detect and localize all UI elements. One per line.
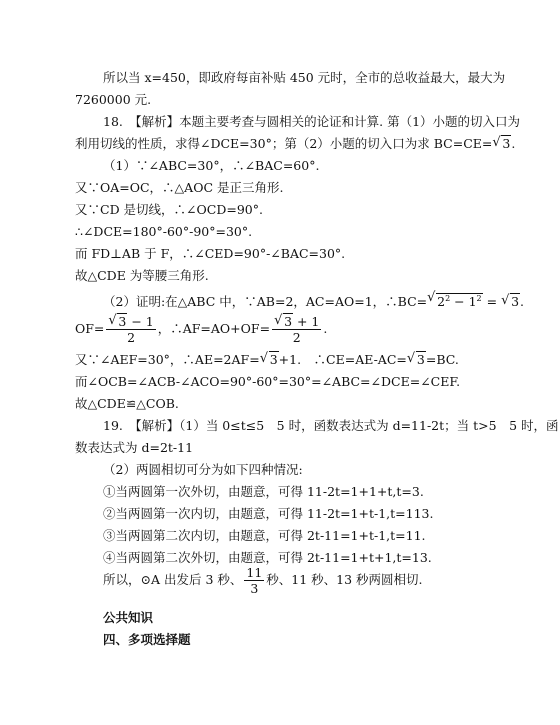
radicand — [436, 293, 483, 309]
sqrt-expression — [492, 136, 511, 152]
text-segment: =BC. — [425, 352, 459, 367]
section-heading: 四、多项选择题 — [103, 632, 191, 647]
text-segment: . — [520, 294, 525, 310]
radicand: 3 — [416, 352, 425, 367]
fraction-denominator: 2 — [292, 330, 301, 345]
text-line: 所以当 x=450，即政府每亩补贴 450 元时，全市的总收益最大，最大为 — [103, 70, 506, 85]
text-segment: = — [482, 294, 498, 310]
text-line: （2）两圆相切可分为如下四种情况: — [103, 462, 303, 477]
fraction-denominator: 3 — [250, 581, 259, 596]
radicand: 3 — [511, 294, 520, 310]
radicand: 3 — [502, 136, 511, 151]
text-line: ④当两圆第二次外切，由题意，可得 2t-11=1+t+1,t=13. — [103, 550, 432, 565]
text-line: 7260000 元. — [75, 92, 152, 107]
text-line: 而 FD⊥AB 于 F，∴∠CED=90°-∠BAC=30°. — [75, 246, 346, 261]
radicand: 3 — [118, 314, 127, 329]
text-line — [75, 136, 515, 152]
exponent: 2 — [445, 294, 451, 303]
text-line: 18. 【解析】本题主要考查与圆相关的论证和计算. 第（1）小题的切入口为 — [103, 114, 521, 129]
sqrt-expression — [501, 294, 520, 310]
text-line — [75, 352, 459, 368]
radicand: 3 — [284, 314, 293, 329]
text-segment: 所以，⊙A 出发后 3 秒、 — [103, 572, 243, 587]
text-line: 而∠OCB=∠ACB-∠ACO=90°-60°=30°=∠ABC=∠DCE=∠CEF. — [75, 374, 461, 389]
numerator-op: + 1 — [293, 314, 320, 329]
section-heading: 公共知识 — [103, 610, 154, 625]
sqrt-expression — [108, 314, 127, 329]
fraction-numerator — [106, 314, 155, 330]
text-line: 19. 【解析】（1）当 0≤t≤5 5 时，函数表达式为 d=11-2t；当 t>5 5 时，函 — [103, 418, 559, 433]
text-line: ①当两圆第一次外切，由题意，可得 11-2t=1+1+t,t=3. — [103, 484, 424, 499]
fraction-numerator — [272, 314, 321, 330]
text-segment: . — [323, 321, 328, 336]
fraction — [272, 314, 321, 345]
text-line: 故△CDE≌△COB. — [75, 396, 179, 411]
text-line: 又∵CD 是切线，∴∠OCD=90°. — [75, 202, 263, 217]
sqrt-expression — [260, 352, 279, 368]
text-line — [103, 291, 524, 310]
text-segment: OF= — [75, 321, 105, 336]
radicand-op: − 1 — [450, 294, 477, 310]
text-line: 故△CDE 为等腰三角形. — [75, 268, 209, 283]
fraction — [106, 314, 155, 345]
text-segment: 又∵∠AEF=30°，∴AE=2AF= — [75, 352, 260, 367]
radicand: 3 — [269, 352, 278, 367]
text-line: ②当两圆第一次内切，由题意，可得 11-2t=1+t-1,t=113. — [103, 506, 434, 521]
text-segment: 秒、11 秒、13 秒两圆相切. — [266, 572, 423, 587]
fraction-numerator: 11 — [246, 565, 263, 580]
sqrt-expression — [427, 291, 483, 310]
sqrt-expression — [274, 314, 293, 329]
text-segment: 利用切线的性质，求得∠DCE=30°；第（2）小题的切入口为求 BC=CE= — [75, 136, 493, 151]
text-line — [103, 563, 423, 597]
fraction — [244, 565, 264, 596]
radicand-base: 2 — [437, 294, 446, 310]
fraction-denominator: 2 — [127, 330, 136, 345]
text-segment: . — [511, 136, 516, 151]
text-segment: +1. ∴CE=AE-AC= — [278, 352, 407, 367]
text-line: （1）∵∠ABC=30°，∴∠BAC=60°. — [103, 158, 320, 173]
numerator-op: − 1 — [127, 314, 154, 329]
text-line: 又∵OA=OC，∴△AOC 是正三角形. — [75, 180, 284, 195]
text-line: ∴∠DCE=180°-60°-90°=30°. — [75, 224, 253, 239]
exponent: 2 — [476, 294, 482, 303]
text-line: 数表达式为 d=2t-11 — [75, 440, 194, 455]
text-line: ③当两圆第二次内切，由题意，可得 2t-11=1+t-1,t=11. — [103, 528, 426, 543]
text-line — [75, 312, 327, 346]
sqrt-expression — [407, 352, 426, 368]
text-segment: ，∴AF=AO+OF= — [157, 321, 271, 336]
text-segment: （2）证明:在△ABC 中，∵AB=2，AC=AO=1，∴BC= — [103, 294, 428, 310]
